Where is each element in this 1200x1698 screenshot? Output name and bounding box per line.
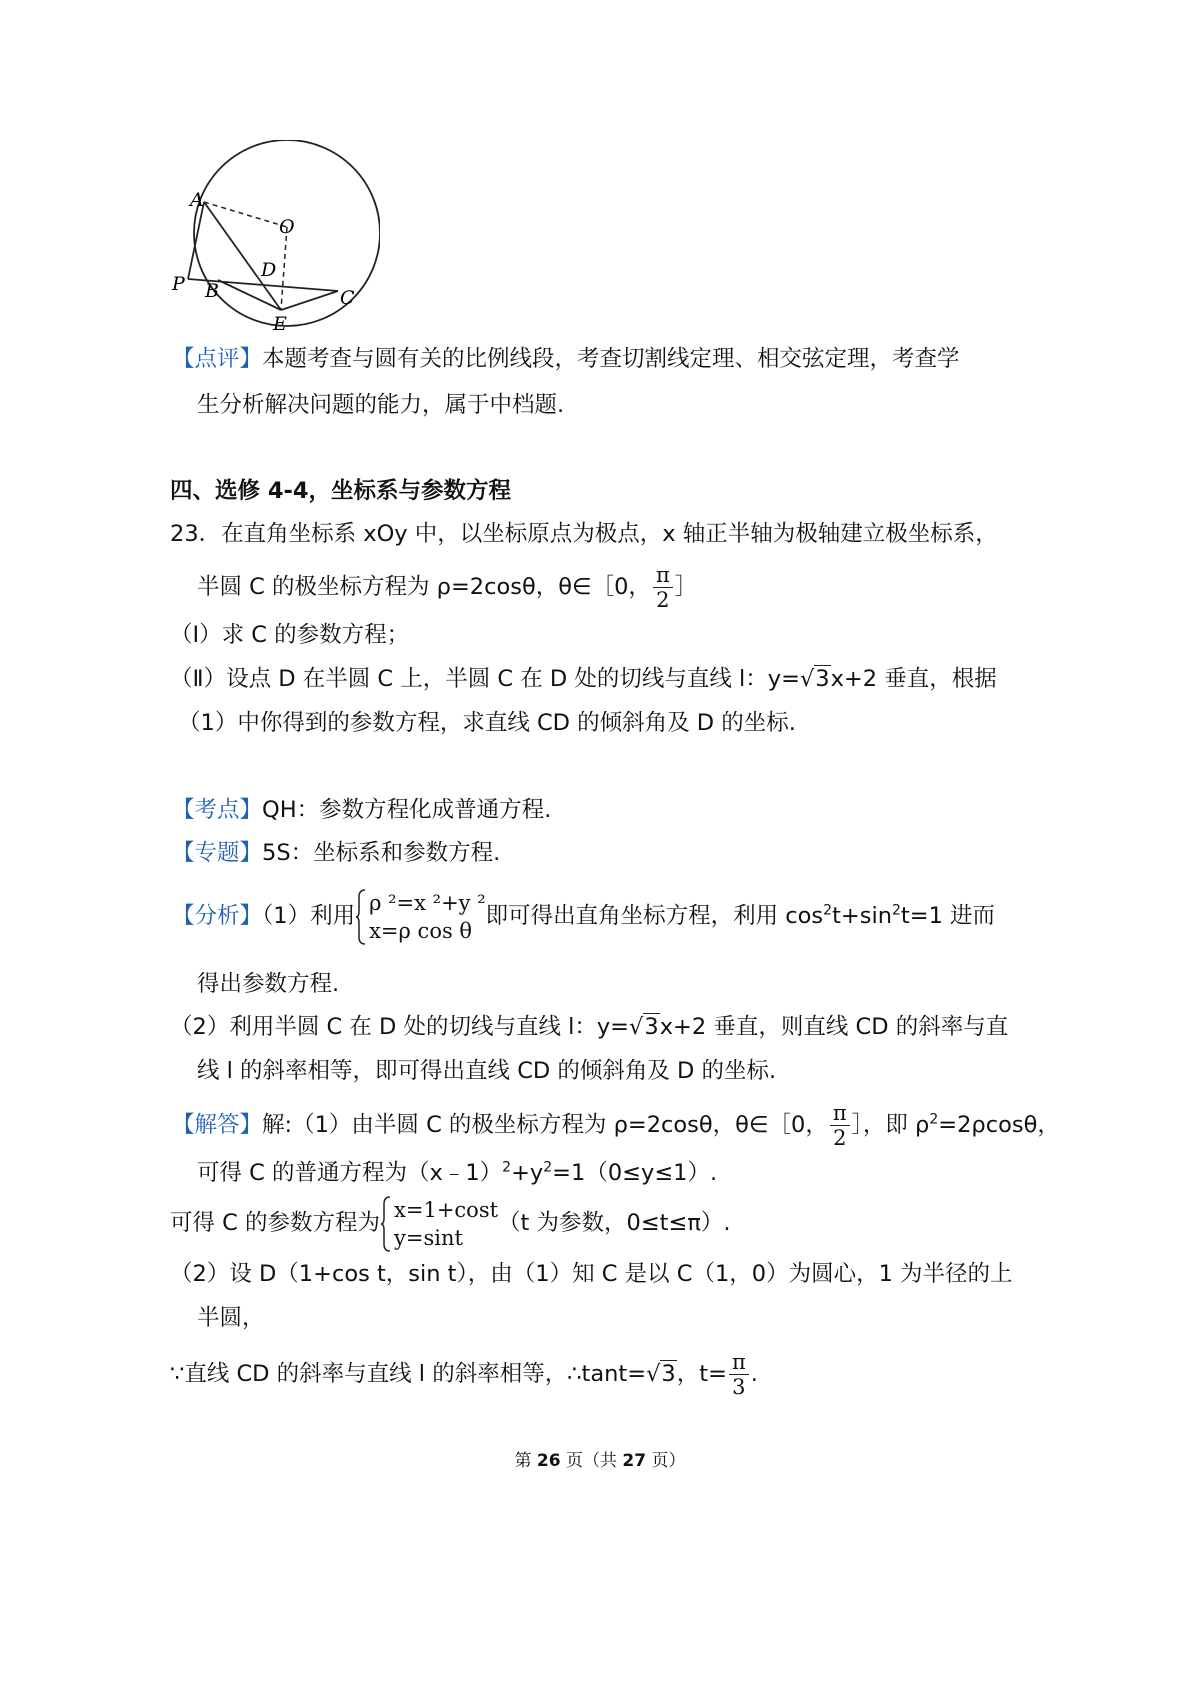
left-brace-icon [380,1196,392,1252]
fenxi-line-2: 得出参数方程. [197,971,340,997]
footer-mid: 页（共 [560,1451,623,1471]
kaodian-text: QH：参数方程化成普通方程. [262,797,552,823]
jieda-l2-prefix: 可得 C 的普通方程为（x﹣1） [197,1160,503,1186]
fraction-denominator: 2 [656,588,670,612]
line-ce [281,291,338,310]
jieda-tag: 【解答】 [172,1112,263,1138]
zhuanti-tag: 【专题】 [172,840,263,866]
fenxi-sup-2: 2 [891,902,901,919]
jieda-line-6 [170,1350,758,1399]
jieda-l1-prefix: 解:（1）由半圆 C 的极坐标方程为 ρ=2cosθ，θ∈［0， [262,1112,828,1138]
comment-line-2 [197,390,564,420]
comment-text-1: 本题考查与圆有关的比例线段，考查切割线定理、相交弦定理，考查学 [262,346,960,372]
fenxi-line-1 [172,886,995,946]
system-row-1: ρ ²=x ²+y ² [369,890,486,915]
jieda-l6-mid: ，t= [676,1361,727,1387]
fenxi-mid-2: t+sin [832,903,892,929]
jieda-line-5: 半圆， [197,1305,265,1331]
comment-tag: 【点评】 [172,346,263,372]
line-oe [281,227,287,310]
left-brace-icon [355,889,367,945]
zhuanti-line [172,838,500,868]
problem-part-2-line-2: （1）中你得到的参数方程，求直线 CD 的倾斜角及 D 的坐标. [178,710,796,736]
footer-page-number: 26 [536,1451,561,1471]
pi-over-2-fraction [830,1101,850,1150]
sqrt-symbol: √3 [646,1361,676,1387]
section-title: 四、选修 4-4，坐标系与参数方程 [170,478,511,504]
footer-post: 页） [646,1451,686,1471]
jieda-l1-sup: 2 [929,1111,939,1128]
pi-over-3-fraction [729,1350,749,1399]
fenxi-tag: 【分析】 [172,903,263,929]
system-row-2: y=sint [394,1225,463,1250]
kaodian-tag: 【考点】 [172,797,263,823]
sqrt-radicand: 3 [661,1361,676,1387]
jieda-l3-prefix: 可得 C 的参数方程为 [170,1210,381,1236]
geometry-figure [160,140,380,340]
system-row-2: x=ρ cos θ [369,918,473,943]
fenxi-line-4: 线 l 的斜率相等，即可得出直线 CD 的倾斜角及 D 的坐标. [197,1058,777,1084]
equation-system-polar [355,889,486,945]
sqrt-symbol: √3 [629,1014,659,1040]
problem-line-2 [197,563,697,612]
fraction-denominator: 3 [732,1375,746,1399]
page-footer [0,1446,1200,1471]
label-p: P [172,273,185,295]
jieda-l2-sup-1: 2 [502,1159,512,1176]
problem-line-2-prefix: 半圆 C 的极坐标方程为 ρ=2cosθ，θ∈［0， [197,574,651,600]
footer-total-pages: 27 [622,1451,647,1471]
sqrt-symbol: √3 [799,666,830,692]
label-c: C [340,287,355,309]
part-2-prefix: （Ⅱ）设点 D 在半圆 C 上，半圆 C 在 D 处的切线与直线 l：y= [170,666,800,692]
kaodian-line [172,795,551,825]
fenxi-line-3-prefix: （2）利用半圆 C 在 D 处的切线与直线 l：y= [170,1014,630,1040]
jieda-line-4: （2）设 D（1+cos t，sin t），由（1）知 C 是以 C（1，0）为圆心，1 为半径的上 [170,1261,1013,1287]
fenxi-middle: 即可得出直角坐标方程，利用 cos [485,903,824,929]
jieda-line-2 [197,1158,717,1188]
system-row-1: x=1+cost [394,1197,499,1222]
fraction-numerator: π [653,563,673,588]
jieda-l1-tail: =2ρcosθ， [938,1112,1060,1138]
fenxi-line-3 [170,1012,1008,1042]
jieda-l3-tail: （t 为参数，0≤t≤π）. [498,1210,731,1236]
jieda-line-1 [172,1101,1060,1150]
label-d: D [261,259,277,281]
pi-over-2-fraction [653,563,673,612]
fraction-numerator: π [830,1101,850,1126]
fenxi-prefix: （1）利用 [262,903,356,929]
fraction-denominator: 2 [833,1126,847,1150]
sqrt-radicand: 3 [815,666,830,692]
part-2-suffix: x+2 垂直，根据 [830,666,997,692]
problem-line-1: 23．在直角坐标系 xOy 中，以坐标原点为极点，x 轴正半轴为极轴建立极坐标系， [170,521,998,547]
label-e: E [273,313,287,335]
jieda-l6-prefix: ∵直线 CD 的斜率与直线 l 的斜率相等，∴tant= [170,1361,647,1387]
comment-text-2: 生分析解决问题的能力，属于中档题. [197,392,565,418]
problem-part-2 [170,664,997,694]
label-b: B [205,280,219,302]
comment-line-1 [172,344,960,374]
jieda-l6-tail: . [750,1361,758,1387]
sqrt-radicand: 3 [644,1014,659,1040]
problem-line-2-suffix: ］ [674,574,698,600]
zhuanti-text: 5S：坐标系和参数方程. [262,840,501,866]
label-o: O [279,216,295,238]
jieda-line-3 [170,1193,731,1253]
jieda-l2-tail: =1（0≤y≤1）. [552,1160,718,1186]
fenxi-tail: t=1 进而 [900,903,996,929]
fenxi-sup-1: 2 [823,902,833,919]
jieda-l2-sup-2: 2 [543,1159,553,1176]
fenxi-line-3-suffix: x+2 垂直，则直线 CD 的斜率与直 [659,1014,1009,1040]
problem-part-1: （Ⅰ）求 C 的参数方程； [170,622,410,648]
jieda-l1-mid: ］，即 ρ [851,1112,930,1138]
jieda-l2-mid: +y [511,1160,544,1186]
label-a: A [190,189,204,211]
footer-pre: 第 [514,1451,537,1471]
equation-system-parametric [380,1196,498,1252]
fraction-numerator: π [729,1350,749,1375]
line-ao [204,202,287,227]
